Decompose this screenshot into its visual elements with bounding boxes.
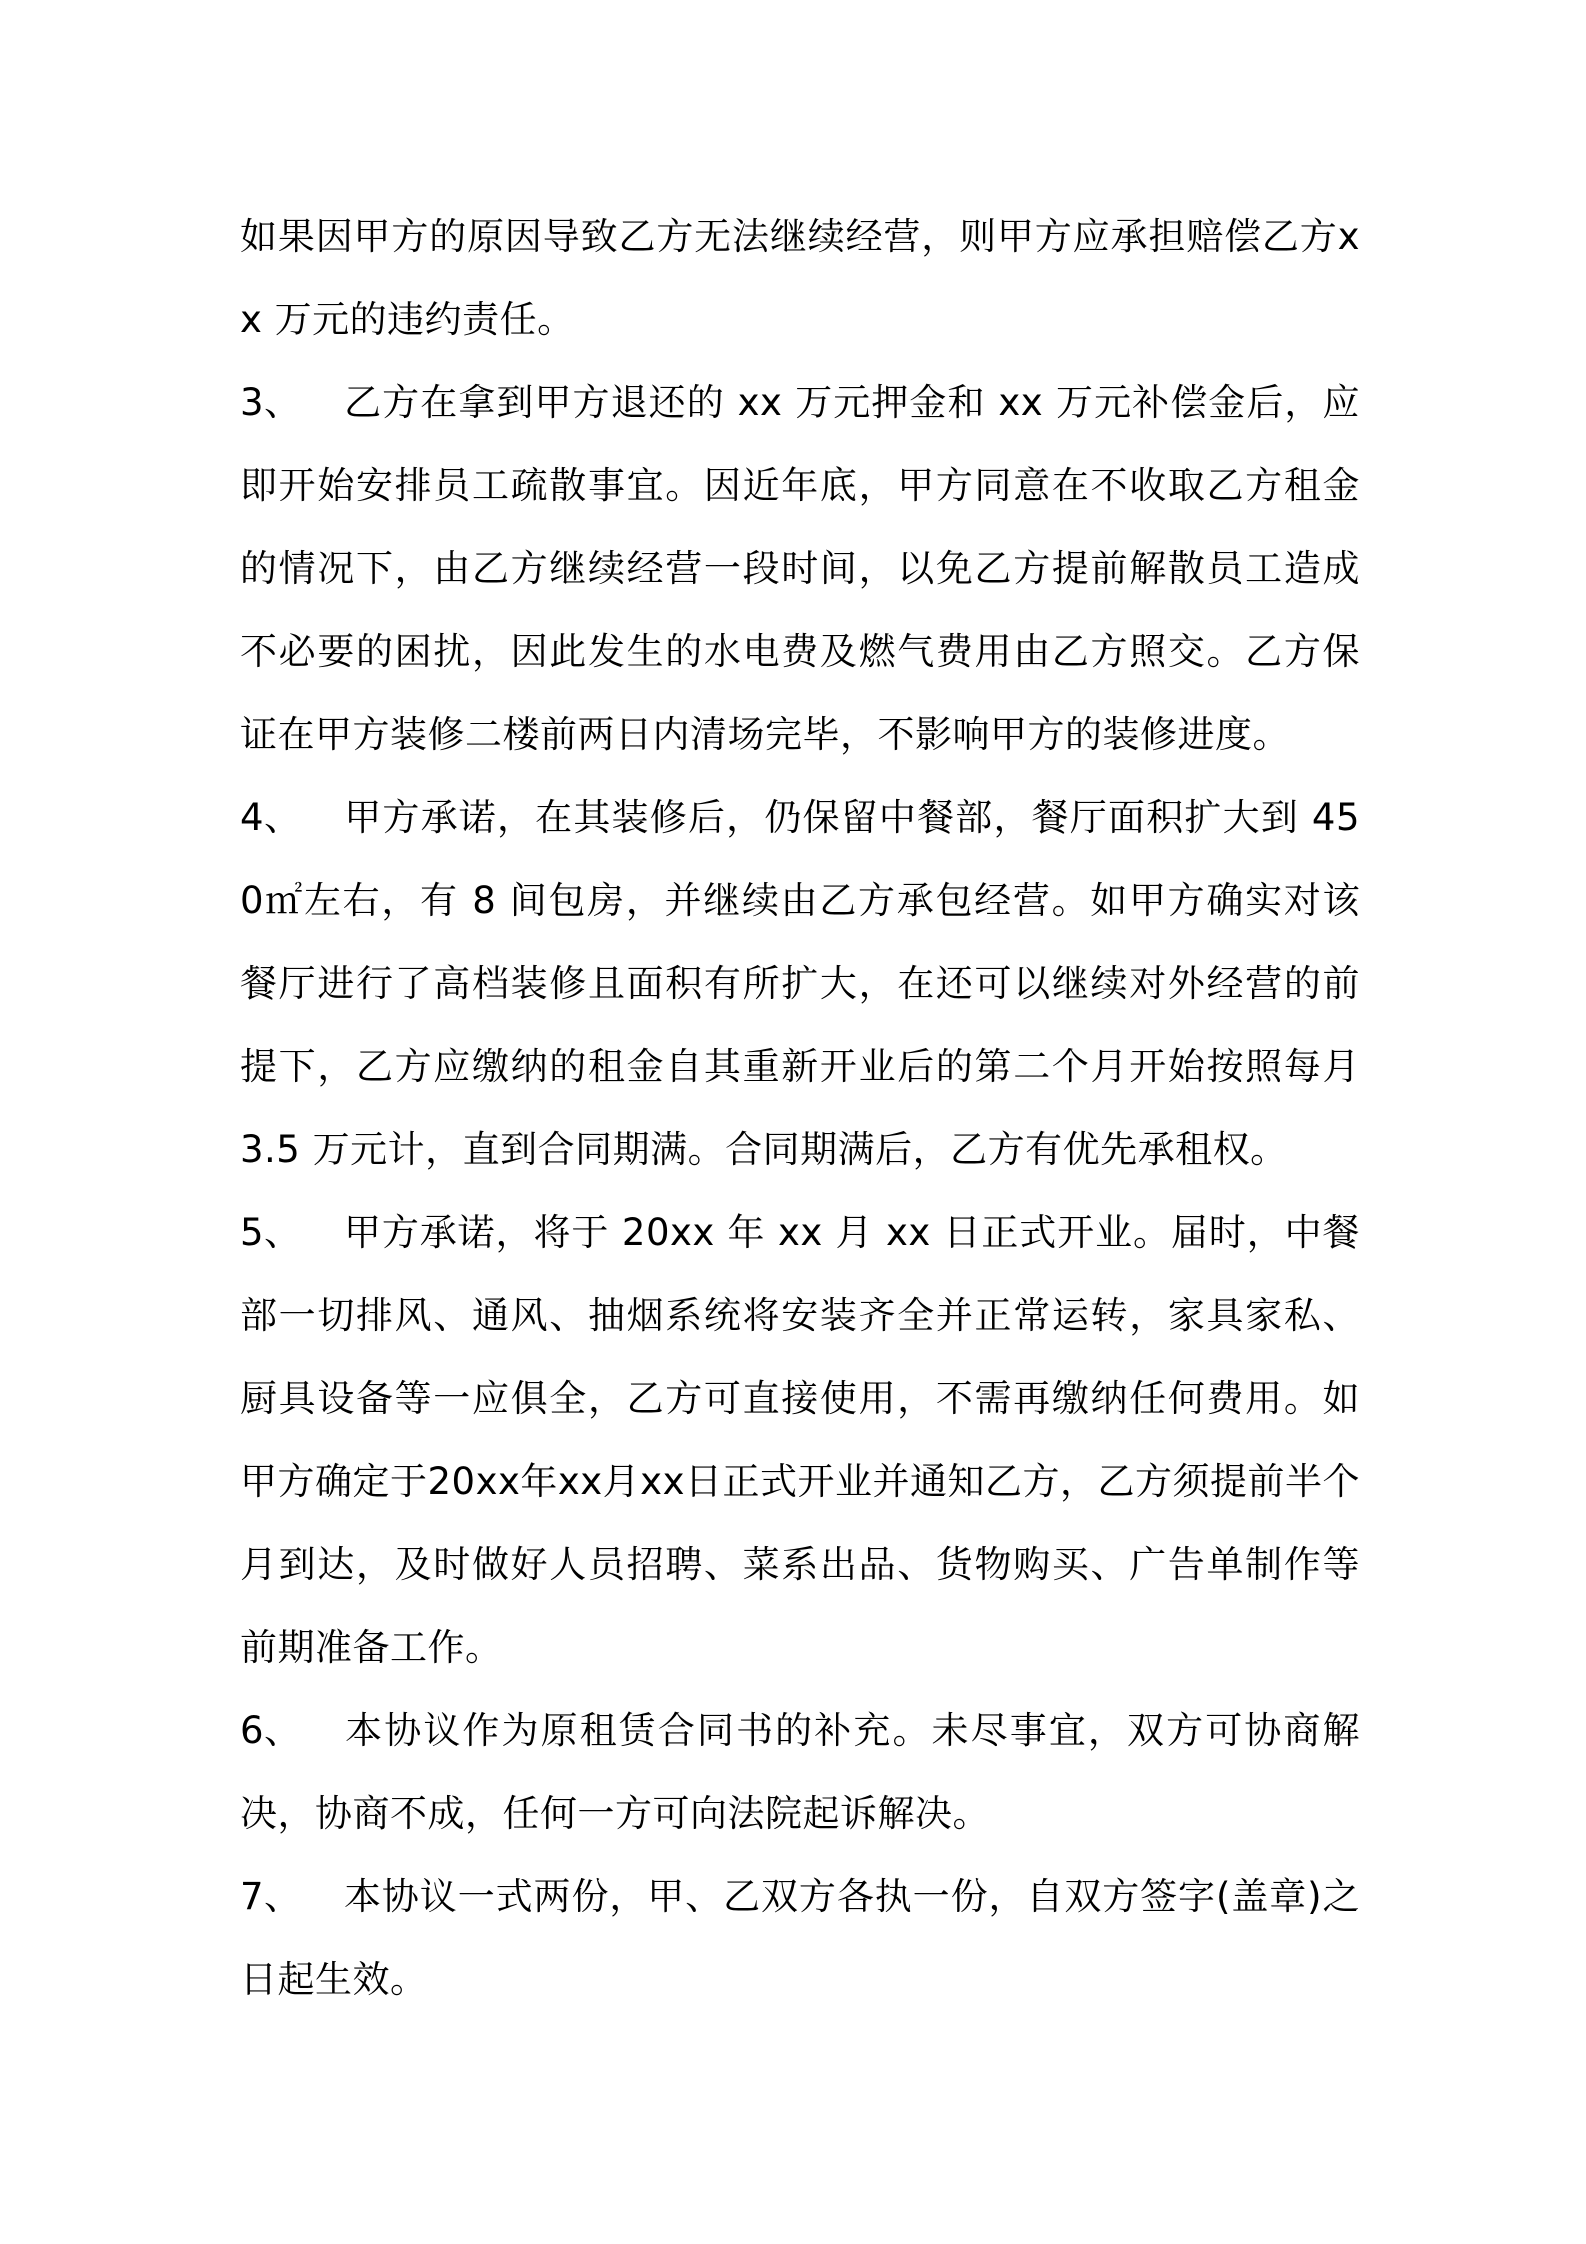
clause-number: 6、 <box>240 1709 302 1752</box>
clause-5 <box>240 1191 1360 1689</box>
paragraph-continuation: 如果因甲方的原因导致乙方无法继续经营，则甲方应承担赔偿乙方xx 万元的违约责任。 <box>240 215 1360 341</box>
clause-text: 本协议作为原租赁合同书的补充。未尽事宜，双方可协商解决，协商不成，任何一方可向法院起诉解决。 <box>240 1709 1360 1835</box>
document-body <box>240 195 1360 2021</box>
clause-number: 3、 <box>240 381 302 424</box>
clause-text: 本协议一式两份，甲、乙双方各执一份，自双方签字(盖章)之日起生效。 <box>240 1875 1360 2001</box>
clause-number: 5、 <box>240 1211 302 1254</box>
clause-7 <box>240 1855 1360 2021</box>
clause-text: 甲方承诺，将于 20xx 年 xx 月 xx 日正式开业。届时，中餐部一切排风、通风、抽烟系统将安装齐全并正常运转，家具家私、厨具设备等一应俱全，乙方可直接使用，不需再缴纳任何费用。如甲方确定于20xx年xx月xx日正式开业并通知乙方，乙方须提前半个月到达，及时做好人员招聘、菜系出品、货物购买、广告单制作等前期准备工作。 <box>240 1211 1360 1669</box>
clause-4 <box>240 776 1360 1191</box>
clause-number: 7、 <box>240 1875 302 1918</box>
clause-text: 乙方在拿到甲方退还的 xx 万元押金和 xx 万元补偿金后，应即开始安排员工疏散事宜。因近年底，甲方同意在不收取乙方租金的情况下，由乙方继续经营一段时间，以免乙方提前解散员工造成不必要的困扰，因此发生的水电费及燃气费用由乙方照交。乙方保证在甲方装修二楼前两日内清场完毕，不影响甲方的装修进度。 <box>240 381 1360 756</box>
clause-3 <box>240 361 1360 776</box>
clause-6 <box>240 1689 1360 1855</box>
clause-number: 4、 <box>240 796 302 839</box>
clause-text: 甲方承诺，在其装修后，仍保留中餐部，餐厅面积扩大到 450㎡左右，有 8 间包房，并继续由乙方承包经营。如甲方确实对该餐厅进行了高档装修且面积有所扩大，在还可以继续对外经营的前提下，乙方应缴纳的租金自其重新开业后的第二个月开始按照每月 3.5 万元计，直到合同期满。合同期满后，乙方有优先承租权。 <box>240 796 1360 1171</box>
